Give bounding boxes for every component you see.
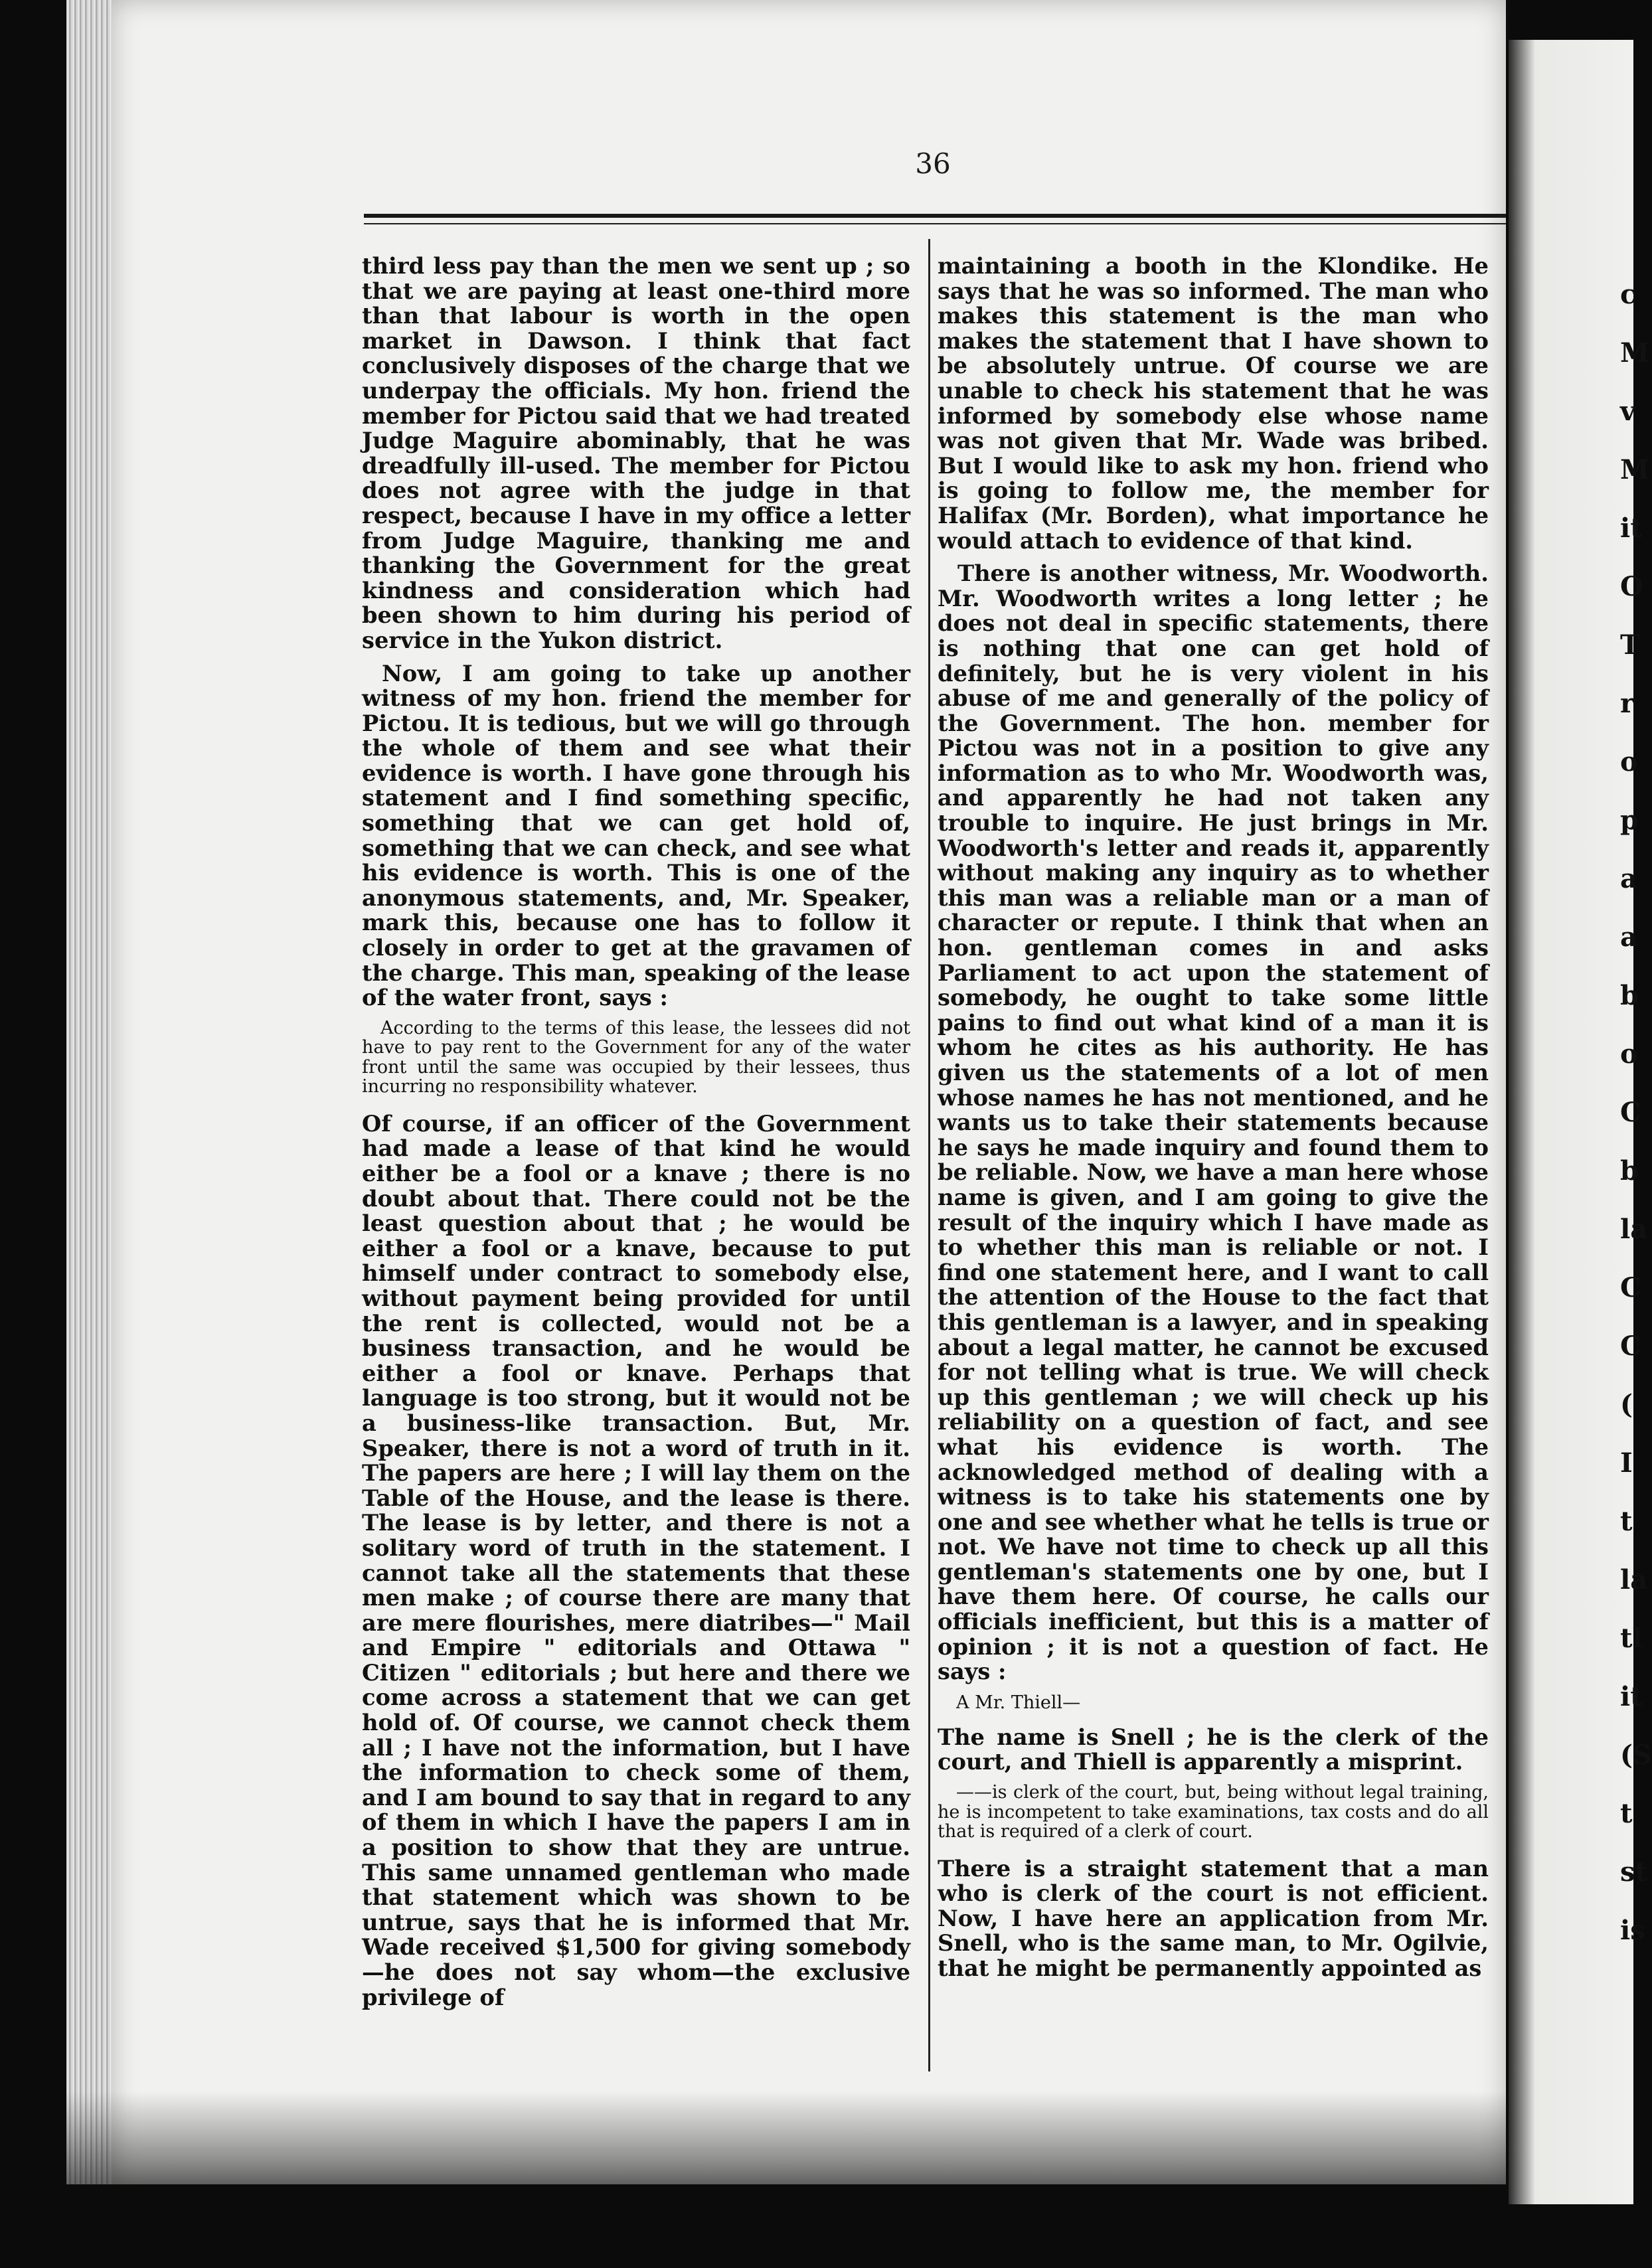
- header-rule: [364, 214, 1506, 218]
- column-divider: [928, 239, 930, 2071]
- adjacent-page-fragment: o: [1620, 1038, 1638, 1070]
- page-bottom-shadow: [66, 2091, 1506, 2184]
- left-paragraph-3: Of course, if an officer of the Government had made a lease of that kind he would either be a fool or a knave ; there is no doubt about that. There could not be the least question about that ; he would be either a fool or a knave, because to put himself under contract to somebody else, without payment being provided for until the rent is collected, would not be a business transaction, and he would be either a fool or knave. Perhaps that language is too strong, but it would not be a business-like transaction. But, Mr. Speaker, there is not a word of truth in it. The papers are here ; I will lay them on the Table of the House, and the lease is there. The lease is by letter, and there is not a solitary word of truth in the statement. I cannot take all the statements that these men make ; of course there are many that are mere flourishes, mere diatribes—" Mail and Empire " editorials and Ottawa " Citizen " editorials ; but here and there we come across a statement that we can get hold of. Of course, we cannot check them all ; I have not the information, but I have the information to check some of them, and I am bound to say that in regard to any of them in which I have the papers I am in a position to show that they are untrue. This same unnamed gentleman who made that statement which was shown to be untrue, says that he is informed that Mr. Wade received $1,500 for giving somebody—he does not say whom—the exclusive privilege of: [362, 1109, 910, 2010]
- right-paragraph-3: The name is Snell ; he is the clerk of the court, and Thiell is apparently a misprint.: [938, 1723, 1489, 1775]
- adjacent-page-fragment: c: [1620, 279, 1637, 310]
- adjacent-page-fragment: M: [1620, 454, 1650, 485]
- book-page-edges: [66, 0, 113, 2184]
- adjacent-page-fragment: is: [1620, 1915, 1645, 1946]
- adjacent-page-fragment: (: [1620, 1389, 1633, 1420]
- adjacent-page-fragment: b: [1620, 980, 1639, 1011]
- adjacent-page-fragment: b: [1620, 1155, 1639, 1186]
- adjacent-page-fragment: t: [1620, 1506, 1633, 1537]
- right-paragraph-1: maintaining a booth in the Klondike. He says that he was so informed. The man who makes this statement is the man who makes the statement that I have shown to be absolutely untrue. Of course we are unable to check his statement that he was informed by somebody else whose name was not given that Mr. Wade was bribed. But I would like to ask my hon. friend who is going to follow me, the member for Halifax (Mr. Borden), what importance he would attach to evidence of that kind.: [938, 252, 1489, 554]
- adjacent-page-fragment: p: [1620, 805, 1639, 836]
- right-paragraph-4: There is a straight statement that a man who is clerk of the court is not efficient. Now, I have here an application from Mr. Snell, who is the same man, to Mr. Ogilvie, that he might be permanently appointed as: [938, 1854, 1489, 1981]
- header-rule-thin: [364, 223, 1506, 224]
- adjacent-page-fragment: T: [1620, 629, 1640, 661]
- adjacent-page-fragment: I: [1620, 1447, 1633, 1479]
- adjacent-page-fragment: o: [1620, 746, 1638, 777]
- adjacent-page-fragment: la: [1620, 1564, 1648, 1595]
- adjacent-page-fragment: it: [1620, 1681, 1643, 1712]
- left-column: [362, 254, 910, 2018]
- adjacent-page-fragment: v: [1620, 396, 1636, 427]
- adjacent-page-fragment: O: [1620, 571, 1643, 602]
- thiell-quote: A Mr. Thiell—: [956, 1692, 1081, 1713]
- adjacent-page-fragment: r: [1620, 688, 1635, 719]
- right-paragraph-2: There is another witness, Mr. Woodworth. Mr. Woodworth writes a long letter ; he does not deal in specific statements, there is nothing that one can get hold of definitely, but he is very violent in his abuse of me and generally of the policy of the Government. The hon. member for Pictou was not in a position to give any information as to who Mr. Woodworth was, and apparently he had not taken any trouble to inquire. He just brings in Mr. Woodworth's letter and reads it, apparently without making any inquiry as to whether this man was a reliable man or a man of character or repute. I think that when an hon. gentleman comes in and asks Parliament to act upon the statement of somebody, he ought to take some little pains to find out what kind of a man it is whom he cites as his authority. He has given us the statements of a lot of men whose names he has not mentioned, and he wants us to take their statements because he says he made inquiry and found them to be reliable. Now, we have a man here whose name is given, and I am going to give the result of the inquiry which I have made as to whether this man is reliable or not. I find one statement here, and I want to call the attention of the House to the fact that this gentleman is a lawyer, and in speaking about a legal matter, he cannot be excused for not telling what is true. We will check up this gentleman ; we will check up his reliability on a question of fact, and see what his evidence is worth. The acknowledged method of dealing with a witness is to take his statements one by one and see whether what he tells is true or not. We have not time to check up all this gentleman's statements one by one, but I have them here. Of course, he calls our officials inefficient, but this is a matter of opinion ; it is not a question of fact. He says :: [938, 560, 1489, 1685]
- adjacent-page-fragment: M: [1620, 337, 1650, 368]
- clerk-quote: ——is clerk of the court, but, being without legal training, he is incompetent to take examinations, tax costs and do all that is required of a clerk of court.: [938, 1782, 1489, 1842]
- adjacent-page-fragment: C: [1620, 1331, 1641, 1362]
- adjacent-page-fragment: C: [1620, 1272, 1641, 1303]
- adjacent-page-fragment: st: [1620, 1856, 1647, 1888]
- adjacent-page-fragment: a: [1620, 863, 1637, 894]
- adjacent-page-fragment: a: [1620, 922, 1637, 953]
- adjacent-page-fragment: tl: [1620, 1623, 1643, 1654]
- adjacent-page-fragment: (S: [1620, 1740, 1652, 1771]
- left-paragraph-1: third less pay than the men we sent up ; so that we are paying at least one-third more than that labour is worth in the open market in Dawson. I think that fact conclusively disposes of the charge that we underpay the officials. My hon. friend the member for Pictou said that we had treated Judge Maguire abominably, that he was dreadfully ill-used. The member for Pictou does not agree with the judge in that respect, because I have in my office a letter from Judge Maguire, thanking me and thanking the Government for the great kindness and consideration which had been shown to him during his period of service in the Yukon district.: [362, 252, 910, 653]
- adjacent-page-fragment: t: [1620, 1798, 1633, 1829]
- right-column: [938, 254, 1489, 1989]
- adjacent-page-fragment: C: [1620, 1097, 1641, 1128]
- left-paragraph-2: Now, I am going to take up another witness of my hon. friend the member for Pictou. It is tedious, but we will go through the whole of them and see what their evidence is worth. I have gone through his statement and I find something specific, something that we can get hold of, something that we can check, and see what his evidence is worth. This is one of the anonymous statements, and, Mr. Speaker, mark this, because one has to follow it closely in order to get at the gravamen of the charge. This man, speaking of the lease of the water front, says :: [362, 659, 910, 1011]
- adjacent-page-fragment: it: [1620, 513, 1643, 544]
- adjacent-page-fragment: la: [1620, 1214, 1648, 1245]
- page-number: 36: [915, 147, 951, 180]
- lease-quote: According to the terms of this lease, the lessees did not have to pay rent to the Government for any of the water front until the same was occupied by their lessees, thus incurring no responsibility whatever.: [362, 1017, 910, 1097]
